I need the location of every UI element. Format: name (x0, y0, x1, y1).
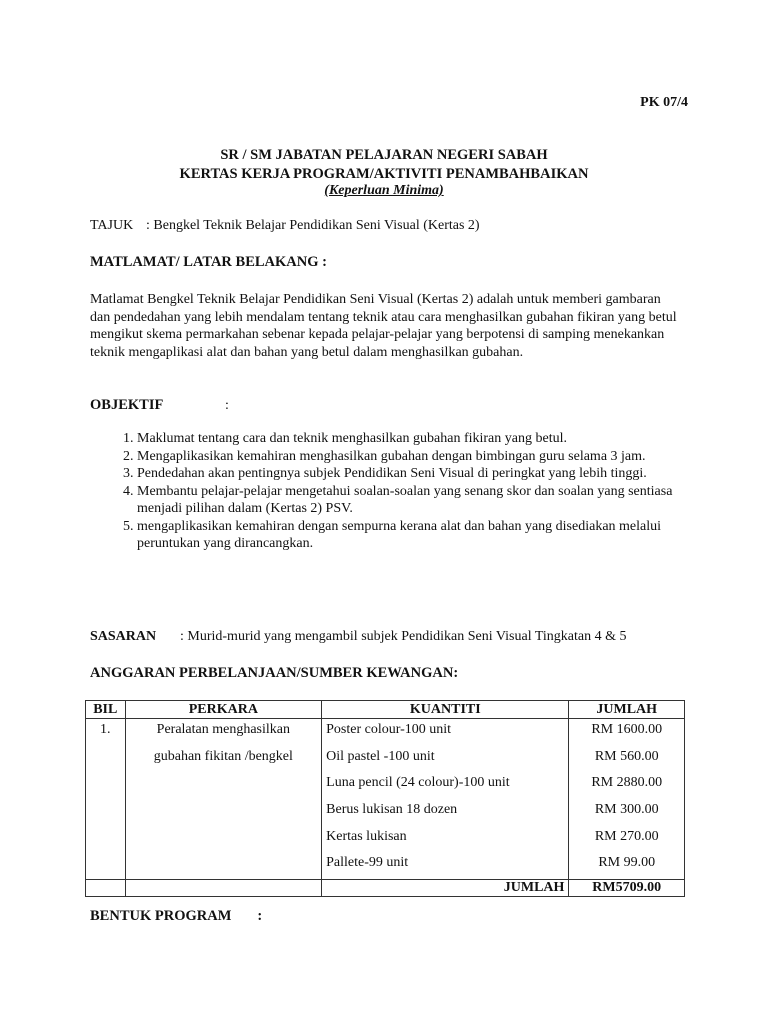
col-header-kuantiti: KUANTITI (322, 701, 569, 719)
kuantiti-item: Berus lukisan 18 dozen (326, 802, 458, 818)
perkara-line2: gubahan fikitan /bengkel (153, 748, 293, 764)
kuantiti-item: Luna pencil (24 colour)-100 unit (326, 775, 510, 791)
cell-bil (86, 719, 126, 880)
cell-perkara (125, 719, 322, 880)
jumlah-item: RM 2880.00 (591, 775, 663, 791)
total-value: RM5709.00 (569, 880, 685, 897)
bil-value: 1. (100, 722, 111, 737)
total-empty-cell (86, 880, 126, 897)
matlamat-text: Matlamat Bengkel Teknik Belajar Pendidikan Seni Visual (Kertas 2) adalah untuk memberi gambaran dan pendedahan yang lebih mendalam tentang teknik atau cara menghasilkan gubahan fikiran yang betul mengikut skema permarkahan sebenar kepada pelajar-pelajar yang berpotensi di samping menekankan teknik mengaplikasi alat dan bahan yang betul dalam menghasilkan gubahan. (90, 292, 677, 360)
total-label: JUMLAH (322, 880, 569, 897)
cell-kuantiti (322, 719, 569, 880)
sasaran-value: : Murid-murid yang mengambil subjek Pendidikan Seni Visual Tingkatan 4 & 5 (180, 629, 627, 644)
bentuk-heading: BENTUK PROGRAM (90, 908, 232, 924)
budget-table (85, 700, 685, 897)
jumlah-item: RM 270.00 (594, 828, 659, 844)
total-row (86, 880, 685, 897)
kuantiti-item: Oil pastel -100 unit (326, 748, 435, 764)
form-code: PK 07/4 (640, 95, 688, 110)
table-header-row (86, 701, 685, 719)
jumlah-item: RM 99.00 (598, 855, 656, 871)
objective-item: 5. mengaplikasikan kemahiran dengan sempurna kerana alat dan bahan yang disediakan melalui peruntukan yang dirancangkan. (137, 518, 707, 553)
bentuk-row (90, 908, 262, 925)
header-line1: SR / SM JABATAN PELAJARAN NEGERI SABAH (220, 147, 548, 163)
sasaran-row (90, 629, 627, 645)
col-header-jumlah: JUMLAH (569, 701, 685, 719)
bentuk-colon: : (257, 908, 263, 924)
col-header-perkara: PERKARA (125, 701, 322, 719)
jumlah-item: RM 560.00 (594, 748, 659, 764)
tajuk-label: TAJUK (90, 218, 134, 233)
col-header-bil: BIL (86, 701, 126, 719)
tajuk-row (90, 218, 480, 234)
objectives-list (90, 430, 707, 553)
jumlah-item: RM 1600.00 (591, 722, 663, 737)
header-line3: (Keperluan Minima) (324, 183, 444, 198)
jumlah-item: RM 300.00 (594, 802, 659, 818)
objektif-colon: : (225, 398, 229, 413)
kuantiti-item: Kertas lukisan (326, 828, 407, 844)
sasaran-label: SASARAN (90, 629, 157, 644)
kuantiti-item: Pallete-99 unit (326, 855, 409, 871)
anggaran-heading: ANGGARAN PERBELANJAAN/SUMBER KEWANGAN: (90, 665, 459, 681)
tajuk-value: : Bengkel Teknik Belajar Pendidikan Seni Visual (Kertas 2) (146, 218, 480, 233)
cell-jumlah (569, 719, 685, 880)
total-empty-cell (125, 880, 322, 897)
objective-item: 3. Pendedahan akan pentingnya subjek Pendidikan Seni Visual di peringkat yang lebih tinggi. (137, 465, 707, 483)
perkara-line1: Peralatan menghasilkan (156, 722, 290, 737)
objective-item: 4. Membantu pelajar-pelajar mengetahui soalan-soalan yang senang skor dan soalan yang sentiasa menjadi pilihan dalam (Kertas 2) PSV. (137, 483, 707, 518)
kuantiti-item: Poster colour-100 unit (326, 722, 452, 737)
objektif-heading: OBJEKTIF (90, 397, 164, 413)
objective-item: 2. Mengaplikasikan kemahiran menghasilkan gubahan dengan bimbingan guru selama 3 jam. (137, 448, 707, 466)
header-line2: KERTAS KERJA PROGRAM/AKTIVITI PENAMBAHBAIKAN (179, 166, 589, 182)
matlamat-heading: MATLAMAT/ LATAR BELAKANG : (90, 254, 327, 270)
table-row (86, 719, 685, 880)
objective-item: 1. Maklumat tentang cara dan teknik menghasilkan gubahan fikiran yang betul. (137, 430, 707, 448)
